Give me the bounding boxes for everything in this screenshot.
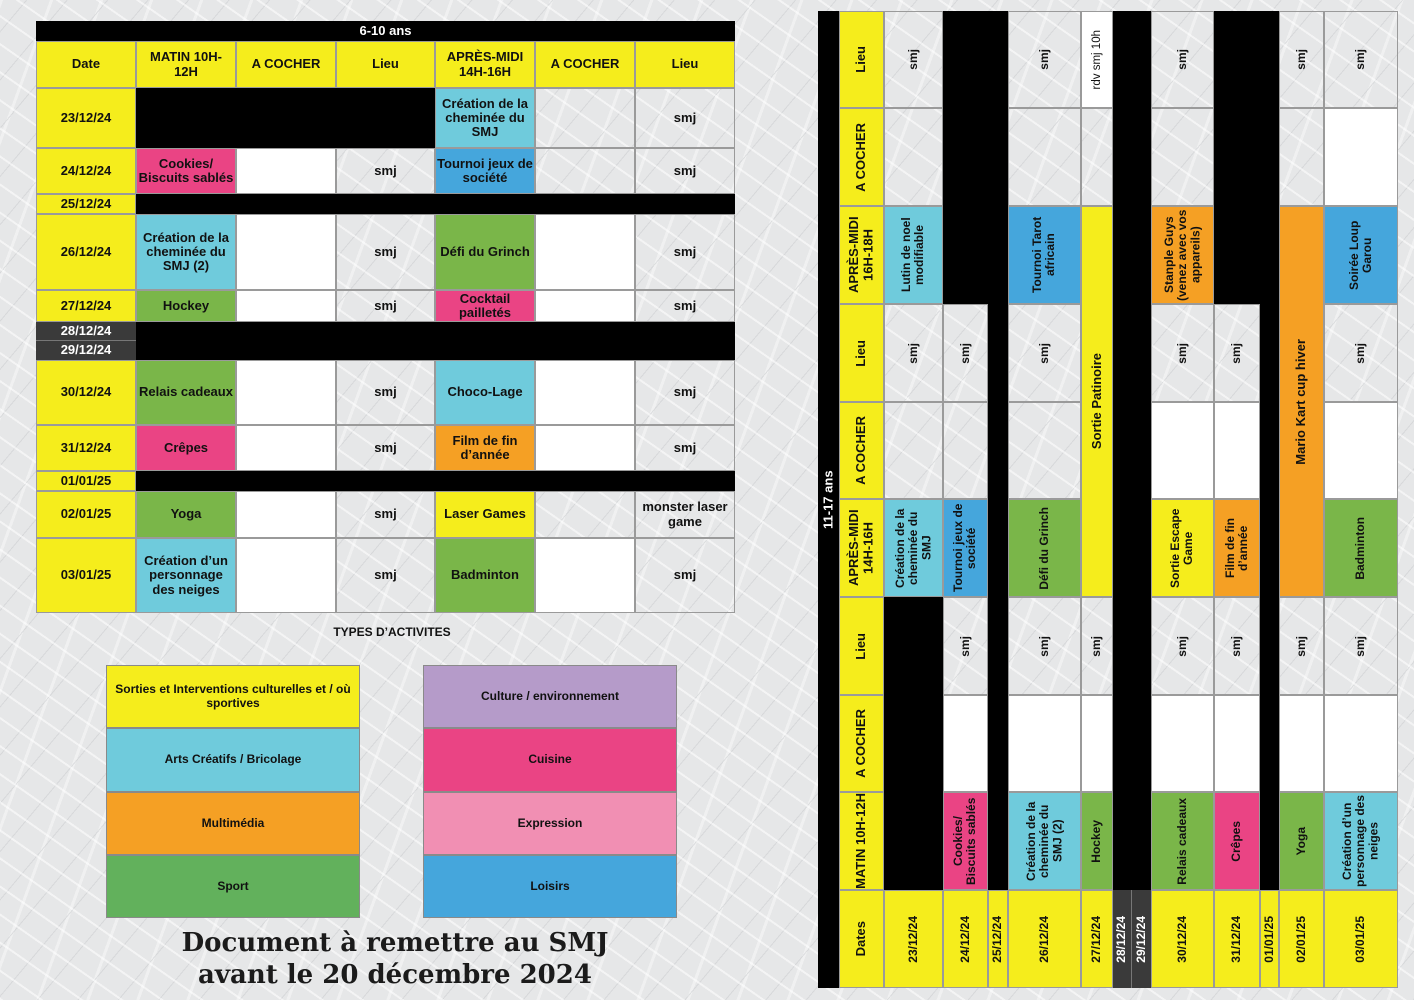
footer-line-2: avant le 20 décembre 2024: [198, 960, 592, 990]
left-checkbox-cell[interactable]: [236, 148, 336, 194]
right-place-cell: [1324, 597, 1398, 695]
right-header-dates-label: Dates: [853, 921, 869, 957]
right-place-cell: [1151, 304, 1214, 402]
right-activity-label: Badminton: [1353, 516, 1368, 580]
left-place-cell: smj: [336, 538, 435, 613]
right-checkbox-cell[interactable]: [943, 402, 988, 499]
left-activity-cell: Choco-Lage: [435, 360, 535, 425]
left-activity-cell: Crêpes: [136, 425, 236, 471]
right-header-check-label: A COCHER: [853, 416, 869, 485]
legend-item: Sorties et Interventions culturelles et / où sportives: [106, 665, 360, 728]
right-place-cell: [1279, 11, 1324, 108]
right-activity-cell: [1324, 206, 1398, 304]
right-checkbox-cell[interactable]: [1008, 402, 1081, 499]
right-activity-label: Tournoi jeux de société: [951, 503, 979, 593]
right-header-check: [839, 695, 884, 792]
right-activity-label: Création d’un personnage des neiges: [1340, 794, 1381, 888]
left-place-cell: smj: [336, 425, 435, 471]
left-place-cell: smj: [635, 88, 735, 148]
right-header-place: [839, 597, 884, 695]
right-place-label: rdv smj 10h: [1090, 29, 1103, 90]
right-checkbox-cell[interactable]: [1279, 695, 1324, 792]
left-activity-cell: Film de fin d’année: [435, 425, 535, 471]
right-header-place-label: Lieu: [853, 339, 869, 367]
left-activity-cell: Création de la cheminée du SMJ (2): [136, 214, 236, 290]
left-header-check-morning: A COCHER: [236, 41, 336, 88]
right-activity-cell: [943, 792, 988, 890]
right-date-cell: [988, 890, 1008, 988]
right-date-label: 31/12/24: [1229, 915, 1244, 963]
right-place-cell: [1279, 597, 1324, 695]
left-activity-cell: Création d’un personnage des neiges: [136, 538, 236, 613]
left-date-cell: 02/01/25: [36, 491, 136, 538]
right-closed-block: [884, 597, 943, 890]
left-checkbox-cell[interactable]: [236, 360, 336, 425]
right-date-cell: [1151, 890, 1214, 988]
right-place-cell: [1081, 597, 1113, 695]
legend-item: Culture / environnement: [423, 665, 677, 728]
left-checkbox-cell[interactable]: [236, 538, 336, 613]
right-place-label: smj: [1353, 635, 1368, 657]
right-date-label: 24/12/24: [957, 915, 972, 963]
right-place-cell: [1081, 11, 1113, 108]
right-place-label: smj: [1089, 635, 1104, 657]
right-place-cell: [884, 11, 943, 108]
left-date-cell: 24/12/24: [36, 148, 136, 194]
right-activity-label: Stanple Guys (venez avec vos appareils): [1161, 209, 1203, 301]
left-checkbox-cell[interactable]: [236, 425, 336, 471]
left-header-afternoon: APRÈS-MIDI 14H-16H: [435, 41, 535, 88]
left-activity-cell: Cocktail pailletés: [435, 290, 535, 322]
right-activity-label: Soirée Loup Garou: [1346, 220, 1374, 290]
right-date-cell: [1008, 890, 1081, 988]
left-place-cell: smj: [635, 538, 735, 613]
right-place-cell: [1214, 597, 1260, 695]
right-date-label: 23/12/24: [905, 915, 920, 963]
left-place-cell: smj: [336, 491, 435, 538]
right-place-label: smj: [1353, 49, 1368, 70]
left-activity-cell: Badminton: [435, 538, 535, 613]
right-place-cell: [1008, 11, 1081, 108]
left-activity-cell: Cookies/ Biscuits sablés: [136, 148, 236, 194]
legend-item: Loisirs: [423, 855, 677, 918]
legend-item: Multimédia: [106, 792, 360, 855]
right-date-label: 25/12/24: [990, 915, 1005, 963]
left-date-cell: 29/12/24: [36, 341, 136, 360]
right-activity-cell: [1008, 206, 1081, 304]
right-activity-cell: [1324, 792, 1398, 890]
right-date-cell: [1279, 890, 1324, 988]
right-date-cell: [1214, 890, 1260, 988]
right-date-label: 03/01/25: [1353, 915, 1368, 963]
right-activity-label: Film de fin d’année: [1222, 518, 1250, 578]
left-checkbox-cell[interactable]: [535, 290, 635, 322]
right-header-place-label: Lieu: [853, 632, 869, 660]
left-closed-block: [136, 471, 735, 491]
right-place-label: smj: [1229, 635, 1244, 657]
right-date-cell: [1113, 890, 1132, 988]
right-checkbox-cell[interactable]: [1324, 695, 1398, 792]
left-date-cell: 27/12/24: [36, 290, 136, 322]
right-place-cell: [943, 597, 988, 695]
right-place-label: smj: [1036, 635, 1051, 657]
right-header-afternoon-1: [839, 499, 884, 597]
right-date-cell: [1324, 890, 1398, 988]
right-date-cell: [1081, 890, 1113, 988]
right-place-cell: [1151, 597, 1214, 695]
left-checkbox-cell[interactable]: [535, 214, 635, 290]
left-date-cell: 26/12/24: [36, 214, 136, 290]
left-header-place-afternoon: Lieu: [635, 41, 735, 88]
right-activity-label: Crêpes: [1229, 820, 1244, 862]
right-date-label: 26/12/24: [1036, 915, 1051, 963]
left-header-check-afternoon: A COCHER: [535, 41, 635, 88]
right-place-label: smj: [1293, 49, 1308, 70]
left-header-place-morning: Lieu: [336, 41, 435, 88]
left-place-cell: smj: [635, 425, 735, 471]
right-date-cell: [943, 890, 988, 988]
right-place-label: smj: [905, 342, 920, 364]
left-header-morning: MATIN 10H-12H: [136, 41, 236, 88]
right-place-cell: [1324, 304, 1398, 402]
right-place-label: smj: [905, 49, 920, 70]
right-date-label: 01/01/25: [1261, 915, 1276, 963]
right-activity-cell: [1151, 792, 1214, 890]
right-place-label: smj: [1293, 635, 1308, 657]
right-date-label: 27/12/24: [1089, 915, 1104, 963]
right-place-label: smj: [1174, 635, 1189, 657]
right-header-morning: [839, 792, 884, 890]
legend-item: Sport: [106, 855, 360, 918]
right-checkbox-cell[interactable]: [1151, 402, 1214, 499]
right-header-dates: [839, 890, 884, 988]
right-date-cell: [1260, 890, 1279, 988]
right-activity-label: Tournoi Tarot africain: [1030, 216, 1058, 294]
right-place-label: smj: [1229, 342, 1244, 364]
right-activity-label: Relais cadeaux: [1174, 797, 1189, 885]
right-activity-cell: [1008, 499, 1081, 597]
left-place-cell: smj: [336, 214, 435, 290]
right-date-label: 30/12/24: [1174, 915, 1189, 963]
left-checkbox-cell[interactable]: [236, 290, 336, 322]
right-place-label: smj: [957, 635, 972, 657]
left-checkbox-cell[interactable]: [236, 491, 336, 538]
right-place-label: smj: [1174, 49, 1189, 70]
legend-item: Cuisine: [423, 728, 677, 792]
right-date-label: 28/12/24: [1114, 915, 1129, 963]
right-date-cell: [1132, 890, 1151, 988]
right-activity-label: Mario Kart cup hiver: [1293, 338, 1309, 465]
right-checkbox-cell[interactable]: [1008, 695, 1081, 792]
left-place-cell: smj: [635, 360, 735, 425]
left-date-cell: 23/12/24: [36, 88, 136, 148]
left-closed-block: [136, 194, 735, 214]
left-activity-cell: Laser Games: [435, 491, 535, 538]
right-closed-block: [1113, 11, 1151, 890]
right-place-cell: [1008, 597, 1081, 695]
left-activity-cell: Hockey: [136, 290, 236, 322]
right-checkbox-cell[interactable]: [1214, 695, 1260, 792]
left-checkbox-cell[interactable]: [535, 491, 635, 538]
right-checkbox-cell[interactable]: [943, 695, 988, 792]
right-header-place: [839, 304, 884, 402]
right-table-title: 11-17 ans: [818, 11, 839, 988]
right-activity-cell: [1008, 792, 1081, 890]
left-place-cell: smj: [336, 148, 435, 194]
left-place-cell: smj: [635, 148, 735, 194]
right-date-label: 02/01/25: [1293, 915, 1308, 963]
right-place-label: smj: [1036, 49, 1051, 70]
right-checkbox-cell[interactable]: [1151, 695, 1214, 792]
right-checkbox-cell[interactable]: [1081, 695, 1113, 792]
footer-line-1: Document à remettre au SMJ: [181, 928, 609, 958]
right-checkbox-cell[interactable]: [1324, 402, 1398, 499]
right-place-cell: [943, 304, 988, 402]
right-checkbox-cell[interactable]: [1151, 108, 1214, 206]
right-place-cell: [1008, 304, 1081, 402]
left-checkbox-cell[interactable]: [535, 88, 635, 148]
right-header-afternoon-2-label: APRÈS-MIDI 16H-18H: [846, 216, 876, 294]
left-activity-cell: Relais cadeaux: [136, 360, 236, 425]
right-activity-label: Hockey: [1089, 819, 1104, 863]
left-checkbox-cell[interactable]: [535, 425, 635, 471]
right-activity-cell: [884, 499, 943, 597]
left-table-title: 6-10 ans: [36, 21, 735, 41]
right-place-label: smj: [1174, 342, 1189, 364]
right-activity-cell: [1151, 206, 1214, 304]
right-activity-cell: [1214, 499, 1260, 597]
right-header-afternoon-1-label: APRÈS-MIDI 14H-16H: [846, 509, 876, 587]
right-activity-cell: [943, 499, 988, 597]
right-place-cell: [1151, 11, 1214, 108]
right-place-cell: [1324, 11, 1398, 108]
right-place-label: smj: [957, 342, 972, 364]
right-date-label: 29/12/24: [1133, 915, 1148, 963]
legend-item: Expression: [423, 792, 677, 855]
right-activity-label: Création de la cheminée du SMJ (2): [1023, 801, 1065, 881]
left-place-cell: smj: [336, 360, 435, 425]
right-activity-label: Sortie Patinoire: [1088, 353, 1104, 450]
left-checkbox-cell[interactable]: [535, 148, 635, 194]
left-checkbox-cell[interactable]: [535, 538, 635, 613]
right-activity-label: Lutin de noel modifiable: [899, 217, 927, 293]
right-activity-cell: [1324, 499, 1398, 597]
left-activity-cell: Tournoi jeux de société: [435, 148, 535, 194]
left-activity-cell: Création de la cheminée du SMJ: [435, 88, 535, 148]
right-header-morning-label: MATIN 10H-12H: [853, 793, 869, 889]
left-place-cell: monster laser game: [635, 491, 735, 538]
right-activity-cell: [1279, 792, 1324, 890]
left-place-cell: smj: [635, 290, 735, 322]
legend-item: Arts Créatifs / Bricolage: [106, 728, 360, 792]
right-closed-block: [988, 11, 1008, 890]
left-closed-block: [136, 88, 435, 148]
left-date-cell: 31/12/24: [36, 425, 136, 471]
right-header-check: [839, 402, 884, 499]
right-header-check-label: A COCHER: [853, 122, 869, 192]
right-header-check-label: A COCHER: [853, 709, 869, 778]
right-header-check: [839, 108, 884, 206]
right-header-place-label: Lieu: [853, 46, 869, 73]
right-place-cell: [1214, 304, 1260, 402]
legend-title: TYPES D’ACTIVITES: [333, 625, 451, 640]
left-header-date: Date: [36, 41, 136, 88]
right-activity-cell: [1214, 792, 1260, 890]
right-closed-block: [1260, 11, 1279, 890]
left-place-cell: smj: [635, 214, 735, 290]
right-activity-label: Sortie Escape Game: [1168, 508, 1196, 588]
right-checkbox-cell[interactable]: [1008, 108, 1081, 206]
left-checkbox-cell[interactable]: [535, 360, 635, 425]
left-date-cell: 28/12/24: [36, 322, 136, 341]
left-checkbox-cell[interactable]: [236, 214, 336, 290]
right-checkbox-cell[interactable]: [1081, 108, 1113, 206]
left-activity-cell: Défi du Grinch: [435, 214, 535, 290]
right-date-cell: [884, 890, 943, 988]
left-date-cell: 30/12/24: [36, 360, 136, 425]
right-checkbox-cell[interactable]: [884, 402, 943, 499]
right-activity-cell: [884, 206, 943, 304]
left-date-cell: 25/12/24: [36, 194, 136, 214]
left-place-cell: smj: [336, 290, 435, 322]
right-activity-cell: [1081, 792, 1113, 890]
right-place-label: smj: [1353, 342, 1368, 364]
left-date-cell: 01/01/25: [36, 471, 136, 491]
right-activity-cell: [1279, 206, 1324, 597]
right-activity-label: Yoga: [1293, 826, 1308, 856]
right-activity-label: Défi du Grinch: [1036, 506, 1051, 590]
right-checkbox-cell[interactable]: [1324, 108, 1398, 206]
left-date-cell: 03/01/25: [36, 538, 136, 613]
right-checkbox-cell[interactable]: [884, 108, 943, 206]
right-activity-cell: [1151, 499, 1214, 597]
right-place-cell: [884, 304, 943, 402]
right-checkbox-cell[interactable]: [1214, 402, 1260, 499]
right-checkbox-cell[interactable]: [1279, 108, 1324, 206]
right-activity-label: Cookies/ Biscuits sablés: [951, 797, 979, 885]
right-activity-cell: [1081, 206, 1113, 597]
right-header-place: [839, 11, 884, 108]
right-place-label: smj: [1036, 342, 1051, 364]
right-header-afternoon-2: [839, 206, 884, 304]
left-closed-block: [136, 322, 735, 360]
left-activity-cell: Yoga: [136, 491, 236, 538]
right-activity-label: Création de la cheminée du SMJ: [892, 508, 934, 588]
